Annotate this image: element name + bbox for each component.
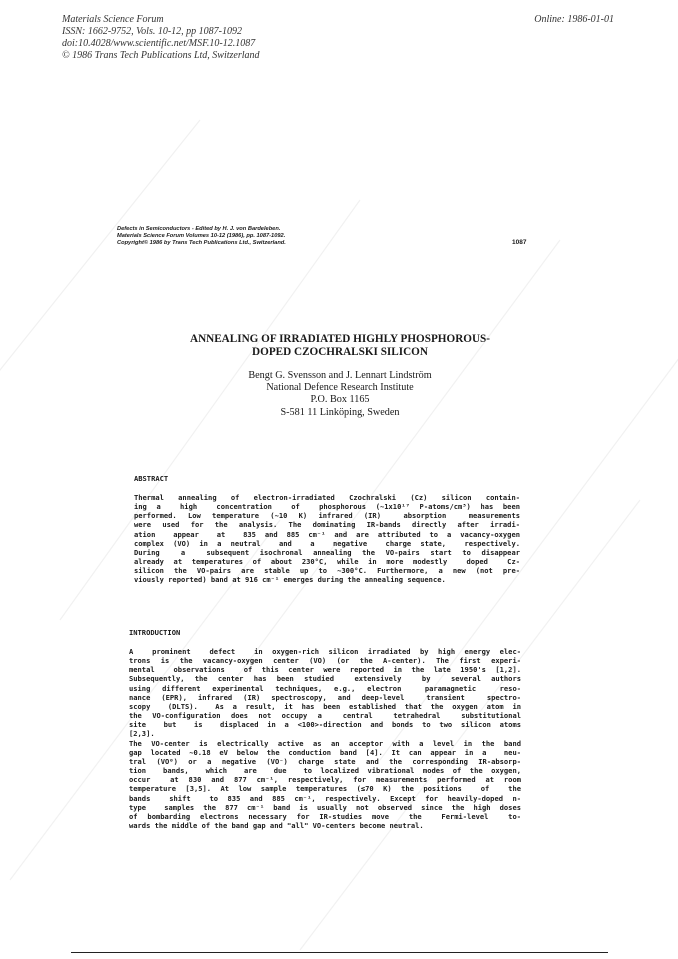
journal-issn: ISSN: 1662-9752, Vols. 10-12, pp 1087-1092 [62, 26, 242, 37]
text-line: A prominent defect in oxygen-rich silicon irradiated by high energy elec- [129, 647, 521, 656]
journal-copyright: © 1986 Trans Tech Publications Ltd, Switzerland [62, 50, 260, 61]
text-line: nance (EPR), infrared (IR) spectroscopy, and deep-level transient spectro- [129, 692, 521, 702]
text-line: trons is the vacancy-oxygen center (VO) (or the A-center). The first experi- [129, 656, 521, 666]
author-city: S-581 11 Linköping, Sweden [280, 406, 400, 418]
author-institute: National Defence Research Institute [266, 382, 414, 394]
text-line: were used for the analysis. The dominating IR-bands directly after irradi- [134, 520, 520, 530]
citation-block [117, 226, 286, 247]
text-line: scopy (DLTS). As a result, it has been established that the oxygen atom in [129, 701, 521, 711]
author-po-box: P.O. Box 1165 [310, 394, 370, 406]
text-line: silicon the VO-pairs are stable up to ~300°C. Furthermore, a new (not pre- [134, 566, 520, 576]
text-line: Subsequently, the center has been studied extensively by several authors [129, 674, 521, 684]
text-line: the VO-configuration does not occupy a central tetrahedral substitutional [129, 711, 521, 721]
paper-title [120, 333, 560, 359]
text-line: occur at 830 and 877 cm⁻¹, respectively, for measurements performed at room [129, 775, 521, 785]
title-line-1: ANNEALING OF IRRADIATED HIGHLY PHOSPHOROUS- [189, 333, 491, 345]
text-line: viously reported) band at 916 cm⁻¹ emerges during the annealing sequence. [134, 575, 446, 585]
citation-line-2: Materials Science Forum Volumes 10-12 (1986), pp. 1087-1092. [117, 233, 286, 239]
text-line: type samples the 877 cm⁻¹ band is usually not observed since the high doses [129, 802, 521, 812]
text-line: tion bands, which are due to localized vibrational modes of the oxygen, [129, 766, 521, 776]
text-line: The VO-center is electrically active as an acceptor with a level in the band [129, 738, 521, 748]
text-line: already at temperatures of about 230°C, while in more modestly doped Cz- [134, 557, 520, 567]
introduction-heading: INTRODUCTION [129, 628, 181, 637]
text-line: mental observations of this center were reported in the late 1950's [1,2]. [129, 665, 521, 675]
journal-name: Materials Science Forum [62, 14, 164, 25]
text-line: Thermal annealing of electron-irradiated Czochralski (Cz) silicon contain- [134, 493, 520, 502]
text-line: gap located ~0.18 eV below the conduction band [4]. It can appear in a neu- [129, 747, 521, 757]
text-line: During a subsequent isochronal annealing the VO-pairs start to disappear [134, 547, 520, 557]
text-line: of bombarding electrons necessary for IR-studies move the Fermi-level to- [129, 811, 521, 821]
journal-header [62, 14, 260, 62]
text-line: performed. Low temperature (~10 K) infrared (IR) absorption measurements [134, 511, 520, 521]
text-line: tral (VO⁰) or a negative (VO⁻) charge state and the corresponding IR-absorp- [129, 756, 521, 766]
text-line: temperature [3,5]. At low sample temperatures (≤70 K) the positions of the [129, 784, 521, 794]
text-line: ation appear at 835 and 885 cm⁻¹ and are attributed to a vacancy-oxygen [134, 529, 520, 539]
text-line: using different experimental techniques, e.g., electron paramagnetic reso- [129, 683, 521, 693]
abstract-body [134, 493, 520, 585]
text-line: site but is displaced in a <100>-direction and bonds to two silicon atoms [129, 720, 521, 730]
title-line-2: DOPED CZOCHRALSKI SILICON [252, 346, 428, 358]
text-line: [2,3]. [129, 729, 155, 739]
page-bottom-rule [71, 952, 608, 953]
online-date: Online: 1986-01-01 [534, 14, 614, 25]
journal-doi[interactable]: doi:10.4028/www.scientific.net/MSF.10-12.1087 [62, 38, 256, 49]
author-names: Bengt G. Svensson and J. Lennart Lindström [248, 370, 432, 381]
introduction-body [129, 647, 521, 830]
text-line: ing a high concentration of phosphorous (~1x10¹⁷ P-atoms/cm³) has been [134, 502, 520, 512]
text-line: wards the middle of the band gap and "all" VO-centers become neutral. [129, 820, 424, 830]
page-number: 1087 [512, 239, 527, 246]
abstract-heading: ABSTRACT [134, 474, 169, 483]
citation-line-1: Defects in Semiconductors - Edited by H. J. von Bardeleben. [117, 226, 281, 232]
author-block [120, 370, 560, 419]
text-line: complex (VO) in a neutral and a negative charge state, respectively. [134, 538, 520, 548]
text-line: bands shift to 835 and 885 cm⁻¹, respectively. Except for heavily-doped n- [129, 793, 521, 803]
citation-line-3: Copyright© 1986 by Trans Tech Publications Ltd., Switzerland. [117, 240, 286, 246]
